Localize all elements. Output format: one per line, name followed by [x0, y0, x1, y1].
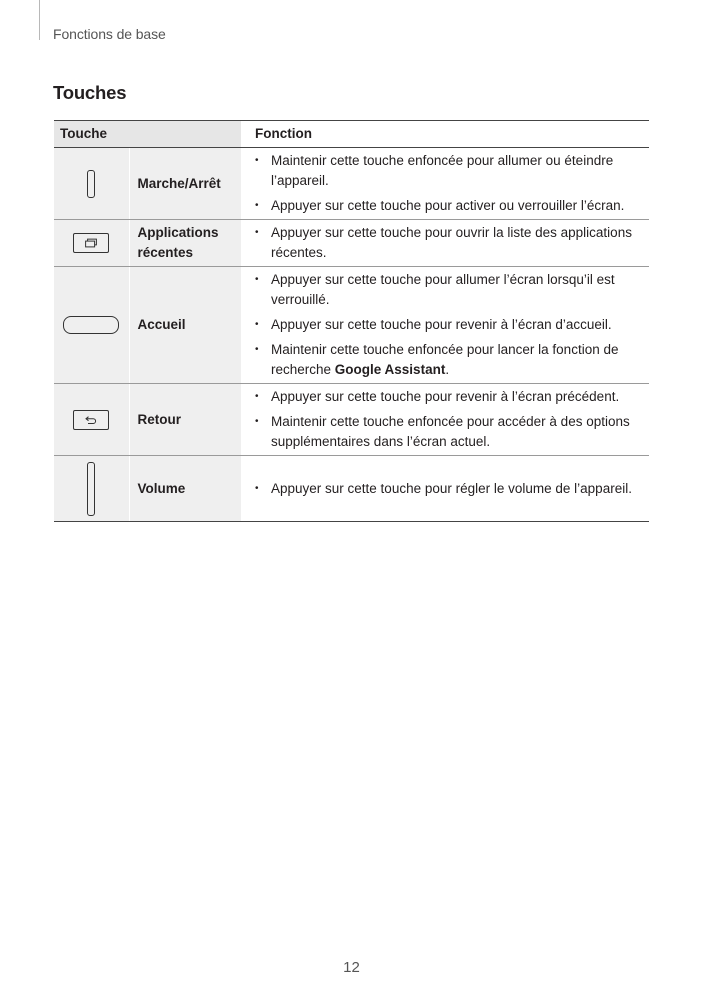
key-icon-cell	[54, 384, 129, 456]
function-item: • Appuyer sur cette touche pour ouvrir la liste des applications récentes.	[255, 223, 643, 263]
table-header-row	[54, 121, 649, 148]
table-row-home	[54, 267, 649, 384]
key-name-line: récentes	[137, 245, 194, 260]
running-header: Fonctions de base	[53, 26, 166, 42]
recent-apps-icon	[73, 233, 109, 253]
column-header-fonction: Fonction	[241, 121, 649, 148]
home-key-icon	[63, 316, 119, 334]
table-row-back	[54, 384, 649, 456]
key-name: Retour	[129, 384, 241, 456]
function-text: .	[445, 362, 450, 377]
function-item: • Appuyer sur cette touche pour revenir à l’écran précédent.	[255, 387, 643, 407]
margin-rule	[39, 0, 40, 40]
key-name	[129, 220, 241, 267]
key-functions	[241, 456, 649, 522]
table-row-power	[54, 148, 649, 220]
key-icon-cell	[54, 456, 129, 522]
key-name: Marche/Arrêt	[129, 148, 241, 220]
volume-key-icon	[87, 462, 95, 516]
keys-table	[54, 120, 649, 522]
section-title: Touches	[53, 82, 127, 103]
power-key-icon	[87, 170, 95, 198]
function-item: • Appuyer sur cette touche pour activer ou verrouiller l’écran.	[255, 196, 643, 216]
key-functions	[241, 267, 649, 384]
key-functions	[241, 148, 649, 220]
key-name: Volume	[129, 456, 241, 522]
key-functions	[241, 384, 649, 456]
function-item: • Appuyer sur cette touche pour revenir à l’écran d’accueil.	[255, 315, 643, 335]
column-header-touche: Touche	[54, 121, 241, 148]
key-functions	[241, 220, 649, 267]
key-name-line: Applications	[137, 225, 219, 240]
key-icon-cell	[54, 267, 129, 384]
function-item	[255, 340, 643, 380]
key-icon-cell	[54, 148, 129, 220]
function-item: • Appuyer sur cette touche pour régler le volume de l’appareil.	[255, 479, 643, 499]
table-row-volume	[54, 456, 649, 522]
key-icon-cell	[54, 220, 129, 267]
page-number: 12	[343, 959, 360, 976]
key-name: Accueil	[129, 267, 241, 384]
google-assistant-label: Google Assistant	[334, 362, 446, 377]
back-key-icon	[73, 410, 109, 430]
function-item: • Appuyer sur cette touche pour allumer l’écran lorsqu’il est verrouillé.	[255, 270, 643, 310]
table-row-recent-apps	[54, 220, 649, 267]
function-item: • Maintenir cette touche enfoncée pour allumer ou éteindre l’appareil.	[255, 151, 643, 191]
function-text: Maintenir cette touche enfoncée pour lancer la fonction de recherche	[271, 342, 619, 377]
function-item: • Maintenir cette touche enfoncée pour accéder à des options supplémentaires dans l’écran actuel.	[255, 412, 643, 452]
